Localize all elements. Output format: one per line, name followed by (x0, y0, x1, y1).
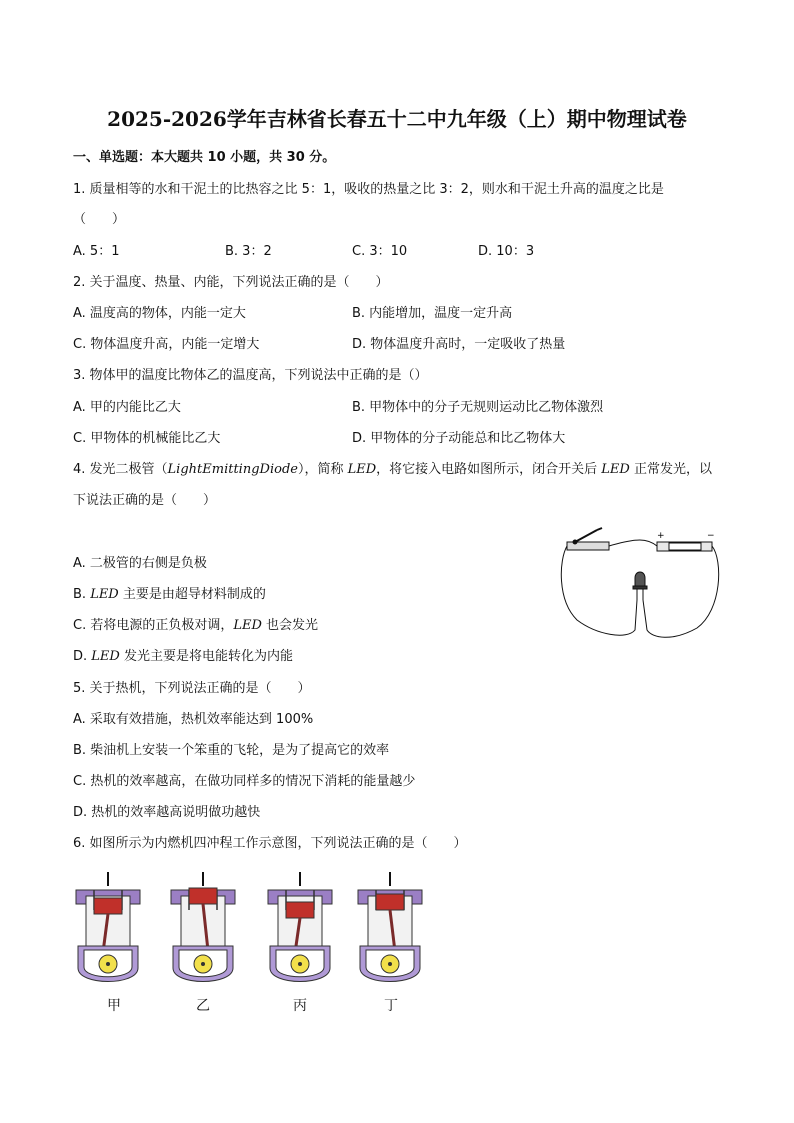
q3-option-b: B. 甲物体中的分子无规则运动比乙物体激烈 (352, 400, 604, 415)
q1-option-c: C. 3：10 (352, 244, 408, 259)
q4-opt-part: B. (73, 587, 91, 602)
battery-minus-label: − (707, 531, 715, 541)
switch-handle (597, 528, 602, 530)
switch-lever (575, 530, 597, 542)
q4-opt-part: 主要是由超导材料制成的 (118, 587, 266, 602)
engine-3 (358, 872, 422, 982)
q5-text: 5. 关于热机，下列说法正确的是（ ） (73, 681, 311, 696)
wire-right (643, 546, 719, 637)
q4-term-italic: LED (233, 618, 262, 633)
q4-opt-part: D. (73, 649, 92, 664)
q4-term-italic: LED (601, 462, 630, 477)
q4-opt-part: C. 若将电源的正负极对调， (73, 618, 234, 633)
q1-paren: （ ） (73, 212, 126, 227)
battery-plus-label: + (657, 531, 665, 541)
switch-pivot (573, 540, 577, 544)
engine-label-yi: 乙 (196, 998, 210, 1014)
engine-label-bing: 丙 (293, 998, 307, 1014)
q6-text: 6. 如图所示为内燃机四冲程工作示意图，下列说法正确的是（ ） (73, 836, 467, 851)
q3-text: 3. 物体甲的温度比物体乙的温度高，下列说法中正确的是（） (73, 368, 428, 383)
q4-term-italic: LED (91, 649, 120, 664)
led-circuit-figure (557, 520, 725, 646)
engine-2 (268, 872, 332, 982)
q5-option-c: C. 热机的效率越高，在做功同样多的情况下消耗的能量越少 (73, 774, 416, 789)
piston (376, 894, 404, 910)
q4-text-part: ，将它接入电路如图所示，闭合开关后 (376, 462, 602, 477)
q4-term-italic: LightEmittingDiode (167, 462, 298, 477)
q1-option-b: B. 3：2 (225, 244, 272, 259)
q1-option-a: A. 5：1 (73, 244, 120, 259)
q4-text-part: ），简称 (297, 462, 348, 477)
q2-option-c: C. 物体温度升高，内能一定增大 (73, 337, 260, 352)
q2-option-d: D. 物体温度升高时，一定吸收了热量 (352, 337, 566, 352)
section-heading: 一、单选题：本大题共 10 小题，共 30 分。 (73, 150, 336, 165)
q4-option-c (73, 614, 318, 633)
q4-opt-part: 发光主要是将电能转化为内能 (119, 649, 293, 664)
crank-center (298, 962, 302, 966)
q4-term-italic: LED (90, 587, 119, 602)
crank-center (201, 962, 205, 966)
q5-option-d: D. 热机的效率越高说明做功越快 (73, 805, 261, 820)
engine-0 (76, 872, 140, 982)
q1-text: 1. 质量相等的水和干泥土的比热容之比 5：1，吸收的热量之比 3：2，则水和干泥土升高的温度之比是 (73, 182, 664, 197)
battery-cell (669, 543, 701, 550)
wire-top (609, 540, 657, 546)
wire-left (561, 546, 637, 635)
q2-option-b: B. 内能增加，温度一定升高 (352, 306, 513, 321)
q5-option-a: A. 采取有效措施，热机效率能达到 100% (73, 712, 314, 727)
piston (94, 898, 122, 914)
q2-option-a: A. 温度高的物体，内能一定大 (73, 306, 246, 321)
q5-option-b: B. 柴油机上安装一个笨重的飞轮，是为了提高它的效率 (73, 743, 390, 758)
crank-center (388, 962, 392, 966)
piston (286, 902, 314, 918)
piston (189, 888, 217, 904)
q4-text-line2: 下说法正确的是（ ） (73, 493, 217, 508)
q4-text-part: 正常发光，以 (629, 462, 712, 477)
engine-1 (171, 872, 235, 982)
led-base (633, 586, 647, 589)
q4-option-b (73, 583, 266, 602)
q4-term-italic: LED (347, 462, 377, 477)
page-title: 2025-2026学年吉林省长春五十二中九年级（上）期中物理试卷 (107, 107, 687, 131)
crank-center (106, 962, 110, 966)
q3-option-d: D. 甲物体的分子动能总和比乙物体大 (352, 431, 566, 446)
q1-option-d: D. 10：3 (478, 244, 535, 259)
q4-option-a: A. 二极管的右侧是负极 (73, 556, 207, 571)
engine-stroke-diagram (70, 868, 430, 1018)
engine-label-ding: 丁 (384, 998, 398, 1014)
q4-option-d (73, 645, 293, 664)
q4-opt-part: 也会发光 (261, 618, 319, 633)
q3-option-c: C. 甲物体的机械能比乙大 (73, 431, 221, 446)
q3-option-a: A. 甲的内能比乙大 (73, 400, 181, 415)
q4-text (73, 458, 712, 477)
q2-text: 2. 关于温度、热量、内能，下列说法正确的是（ ） (73, 275, 389, 290)
q4-text-part: 4. 发光二极管（ (73, 462, 168, 477)
led-bulb (635, 572, 645, 586)
engine-label-jia: 甲 (107, 998, 121, 1014)
